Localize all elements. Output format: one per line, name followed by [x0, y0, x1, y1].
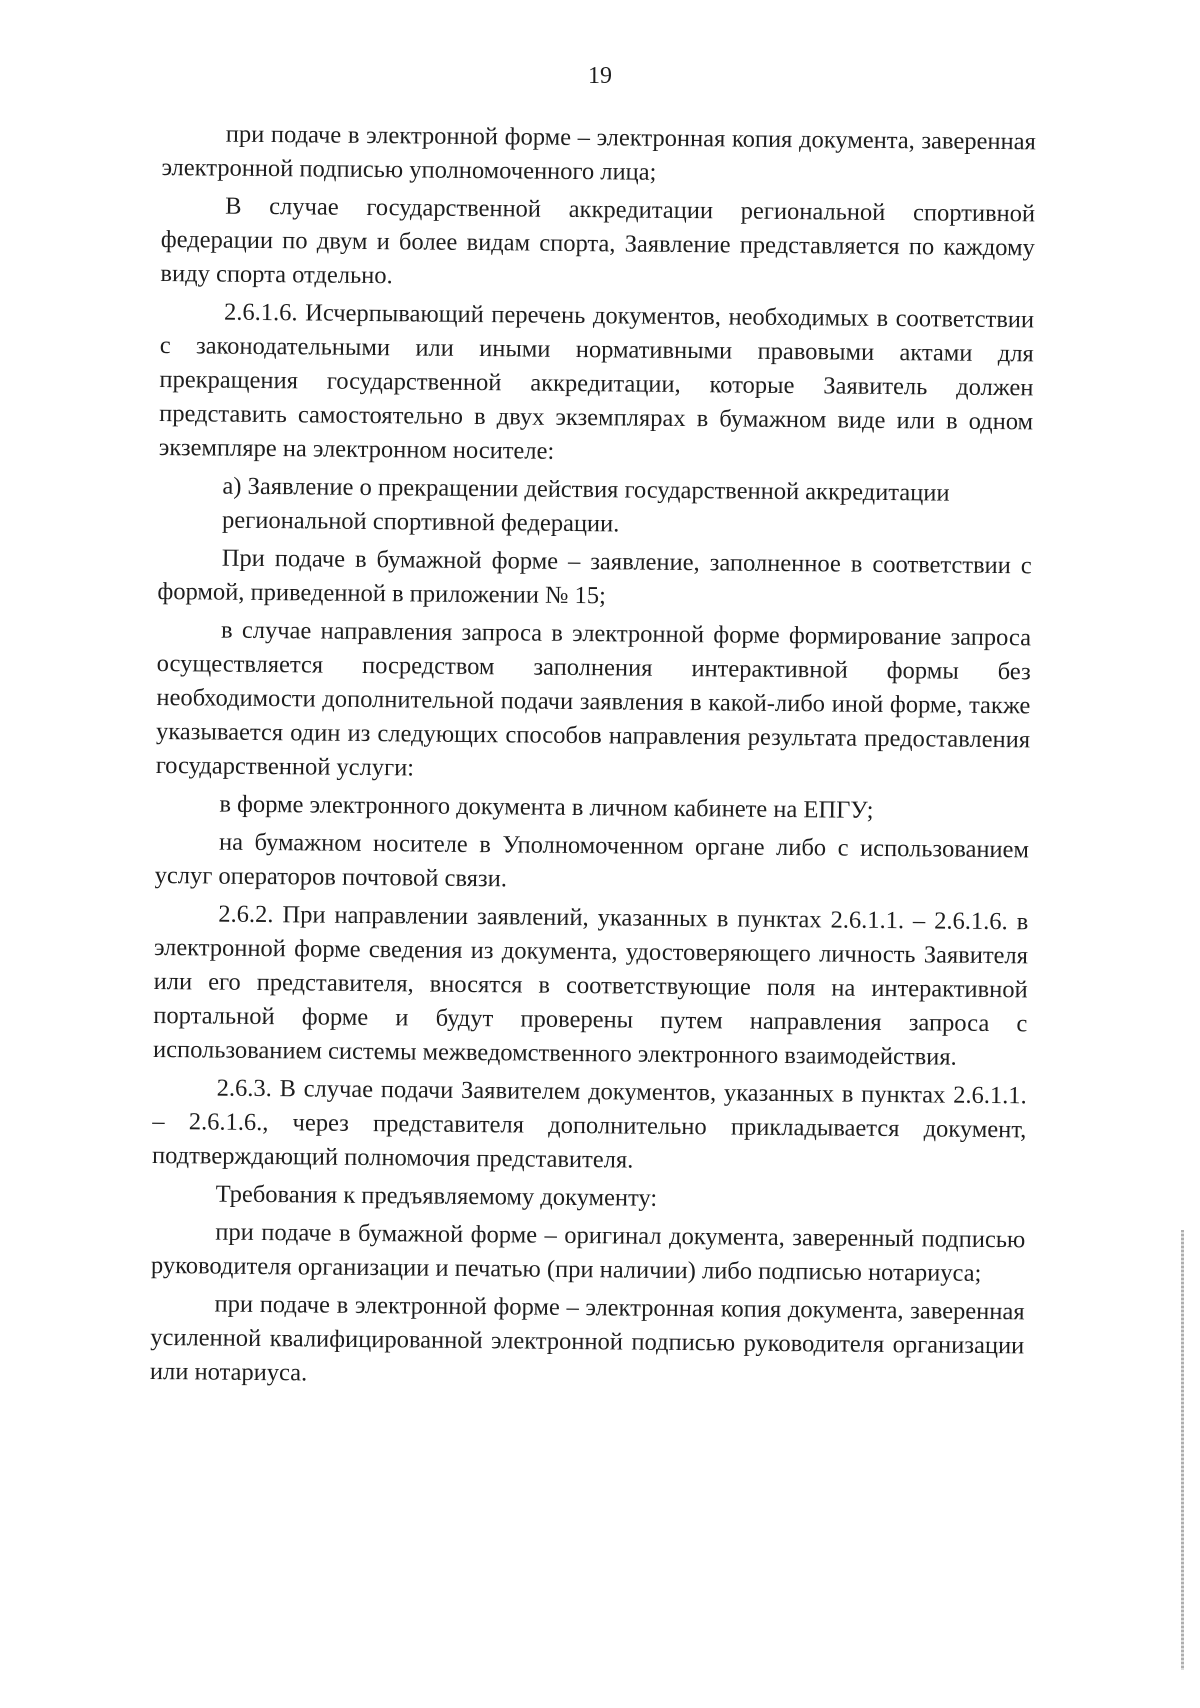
- paragraph-epgu-cabinet: в форме электронного документа в личном кабинете на ЕПГУ;: [219, 790, 874, 824]
- paragraph-paper-original: при подаче в бумажной форме – оригинал документа, заверенный подписью руководителя организации и печатью (при наличии) либо подписью нотариуса;: [150, 1218, 1026, 1287]
- paragraph-item-a: а) Заявление о прекращении действия государственной аккредитации: [222, 472, 950, 507]
- paragraph-2-6-2: 2.6.2. При направлении заявлений, указанных в пунктах 2.6.1.1. – 2.6.1.6. в электронной форме сведения из документа, удостоверяющего личность Заявителя или его представителя, вносятся в соответствующие поля на интерактивной портальной форме и будут проверены путем направления запроса с использованием системы межведомственного электронного взаимодействия.: [152, 900, 1029, 1071]
- paragraph-item-a-continued: региональной спортивной федерации.: [222, 506, 620, 538]
- paragraph-2-6-1-6: 2.6.1.6. Исчерпывающий перечень документов, необходимых в соответствии с законодательными или иными нормативными правовыми актами для прекращения государственной аккредитации, которые Заявитель должен представить самостоятельно в двух экземплярах в бумажном виде или в одном экземпляре на электронном носителе:: [158, 298, 1035, 465]
- paragraph-2-6-3: 2.6.3. В случае подачи Заявителем документов, указанных в пунктах 2.6.1.1. – 2.6.1.6., через представителя дополнительно прикладывается документ, подтверждающий полномочия представителя.: [151, 1074, 1027, 1174]
- scan-edge-artifact: [1181, 1230, 1184, 1670]
- paragraph-electronic-request: в случае направления запроса в электронной форме формирование запроса осуществляется посредством заполнения интерактивной формы без необходимости дополнительной подачи заявления в какой-либо иной форме, также указывается один из следующих способов направления результата предоставления государственной услуги:: [155, 616, 1032, 782]
- paragraph-paper-form: При подаче в бумажной форме – заявление, заполненное в соответствии с формой, приведенной в приложении № 15;: [157, 544, 1032, 610]
- page-number: 19: [588, 63, 612, 89]
- paragraph-requirements: Требования к предъявляемому документу:: [215, 1180, 658, 1212]
- paragraph-electronic-copy: при подаче в электронной форме – электронная копия документа, заверенная электронной подписью уполномоченного лица;: [161, 120, 1036, 186]
- document-body: [150, 117, 1036, 1397]
- paragraph-multiple-sports: В случае государственной аккредитации региональной спортивной федерации по двум и более видам спорта, Заявление представляется по каждому виду спорта отдельно.: [160, 192, 1036, 290]
- paragraph-electronic-qualified: при подаче в электронной форме – электронная копия документа, заверенная усиленной квалифицированной электронной подписью руководителя организации или нотариуса.: [149, 1290, 1025, 1387]
- paragraph-paper-carrier: на бумажном носителе в Уполномоченном органе либо с использованием услуг операторов почтовой связи.: [154, 828, 1030, 893]
